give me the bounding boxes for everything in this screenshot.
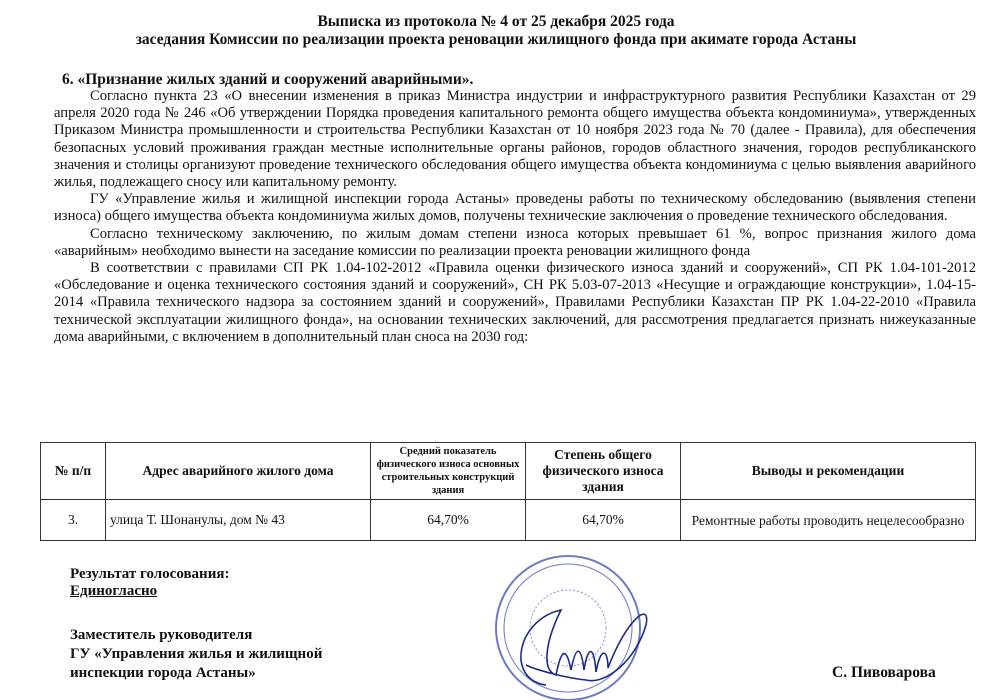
header-total-wear: Степень общего физического износа здания [526,443,681,500]
paragraph: В соответствии с правилами СП РК 1.04-102-2012 «Правила оценки физического износа зданий и сооружений», СП РК 1.04-101-2012 «Обследование и оценка технического состояния зданий и сооружений», СН РК 5.03-07-2013 «Несущие и ограждающие конструкции», 1.04-15-2014 «Правила технического надзора за состоянием зданий и сооружений», Правилами Республики Казахстан ПР РК 1.04-22-2010 «Правила технической эксплуатации жилищного фонда», на основании технических заключений, для рассмотрения предлагается признать нижеуказанные дома аварийными, с включением в дополнительный план сноса на 2030 год: [54,260,976,345]
document-subtitle: заседания Комиссии по реализации проекта реновации жилищного фонда при акимате города Астаны [135,31,857,48]
header-address: Адрес аварийного жилого дома [106,443,371,500]
section-title: 6. «Признание жилых зданий и сооружений аварийными». [62,71,474,88]
vote-value: Единогласно [70,583,158,599]
emergency-houses-table [40,442,976,541]
cell-number: 3. [41,500,106,541]
header-conclusions: Выводы и рекомендации [681,443,976,500]
document-title: Выписка из протокола № 4 от 25 декабря 2025 года [317,13,675,30]
table-header-row [41,443,976,500]
vote-result [70,566,229,600]
position-line: ГУ «Управления жилья и жилищной [70,646,323,662]
table-row [41,500,976,541]
signatory-position [70,626,322,683]
header-average-wear: Средний показатель физического износа основных строительных конструкций здания [371,443,526,500]
official-stamp-with-signature [486,550,696,700]
document-body [54,88,976,346]
cell-total-wear: 64,70% [526,500,681,541]
cell-average-wear: 64,70% [371,500,526,541]
paragraph: Согласно пункта 23 «О внесении изменения в приказ Министра индустрии и инфраструктурного развития Республики Казахстан от 29 апреля 2020 года № 246 «Об утверждении Порядка проведения капитального ремонта общего имущества объекта кондоминиума», утвержденных Приказом Министра промышленности и строительства Республики Казахстан от 10 ноября 2023 года № 70 (далее - Правила), для обеспечения безопасных условий проживания граждан местные исполнительные органы районов, городов областного значения, городов республиканского значения и столицы организуют проведение технического обследования общего имущества объекта кондоминиума с целью выявления аварийного жилья, подлежащего сносу или капитальному ремонту. [54,88,976,191]
cell-address: улица Т. Шонанулы, дом № 43 [106,500,371,541]
position-line: инспекции города Астаны» [70,665,256,681]
position-line: Заместитель руководителя [70,627,253,643]
header-number: № п/п [41,443,106,500]
cell-conclusion: Ремонтные работы проводить нецелесообразно [681,500,976,541]
paragraph: Согласно техническому заключению, по жилым домам степени износа которых превышает 61 %, вопрос признания жилого дома «аварийным» необходимо вынести на заседание комиссии по реализации проекта реновации жилищного фонда [54,225,976,259]
paragraph: ГУ «Управление жилья и жилищной инспекции города Астаны» проведены работы по техническому обследованию (выявления степени износа) общего имущества объекта кондоминиума жилых домов, получены технические заключения о проведение технического обследования. [54,191,976,225]
vote-label: Результат голосования: [70,566,230,582]
signatory-name: С. Пивоварова [832,664,936,681]
